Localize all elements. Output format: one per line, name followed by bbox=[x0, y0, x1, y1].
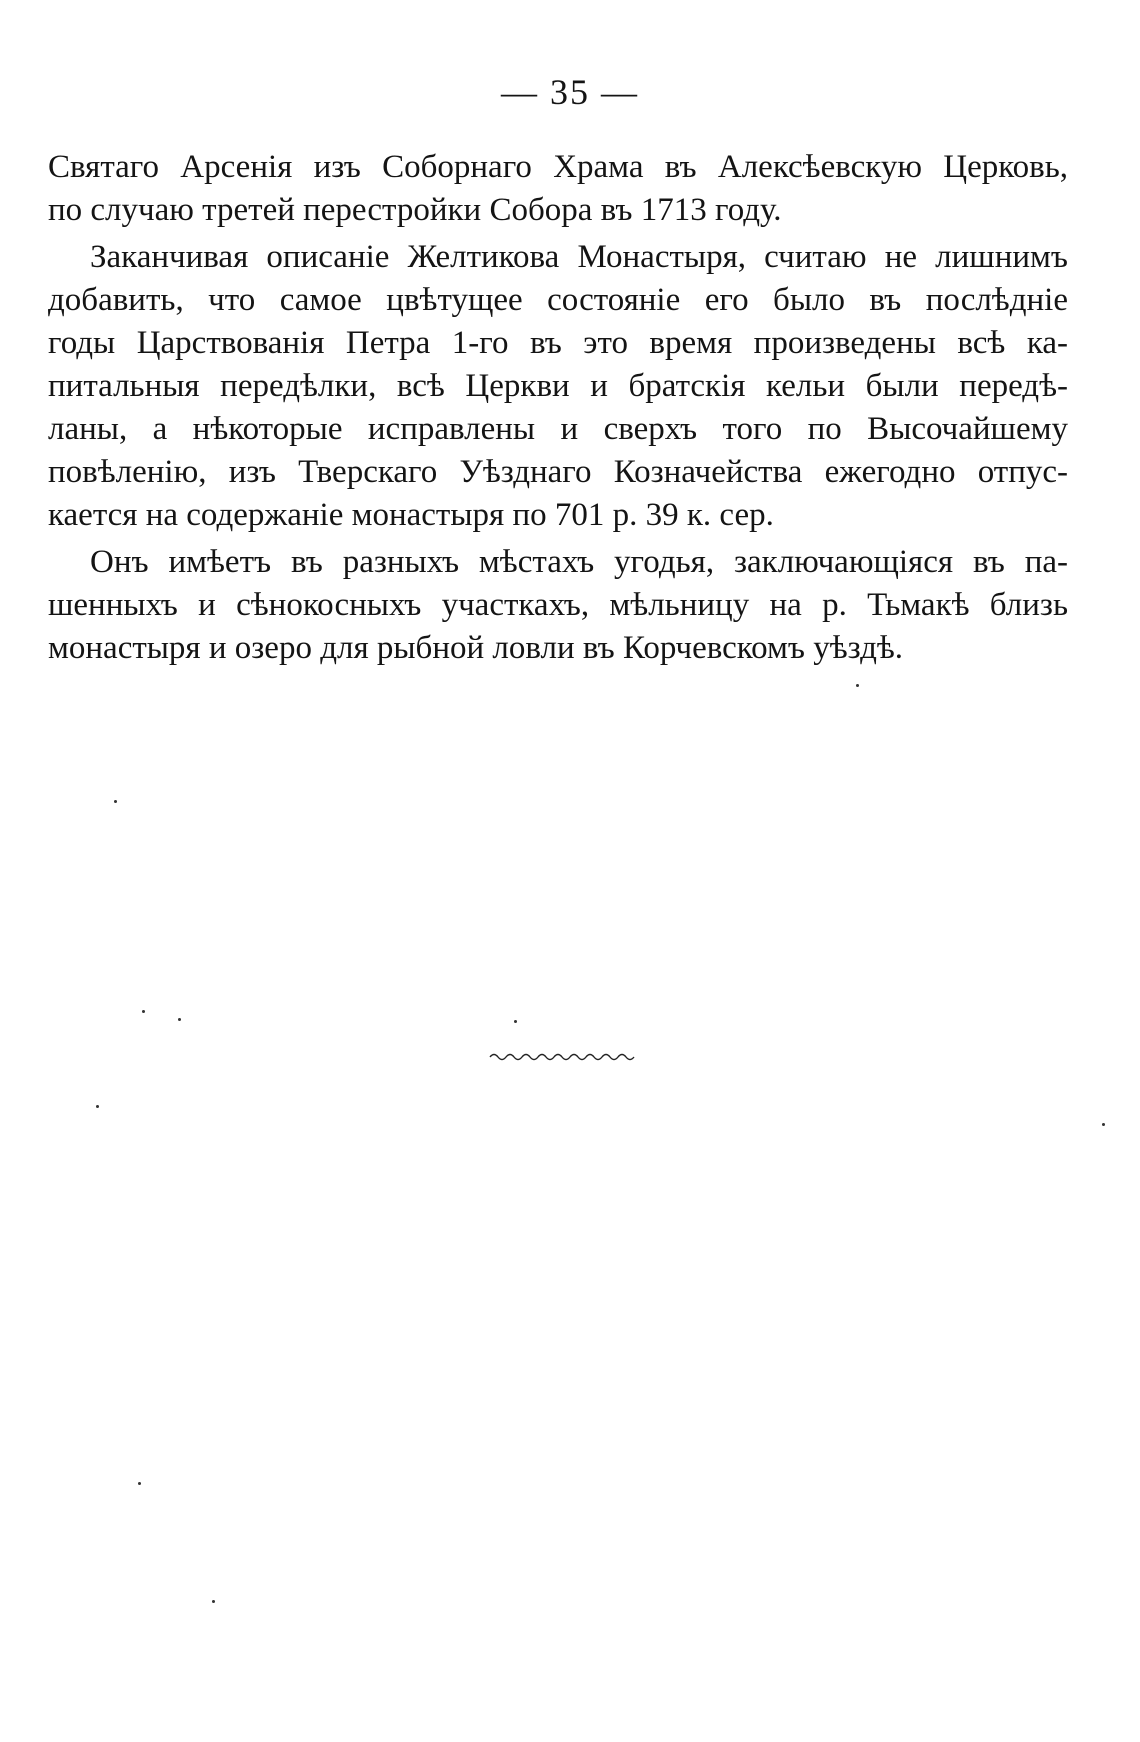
text-line: годы Царствованія Петра 1-го въ это время произведены всѣ ка- bbox=[48, 325, 1068, 361]
scan-speck bbox=[856, 684, 859, 687]
scan-speck bbox=[138, 1482, 141, 1485]
text-line: питальныя передѣлки, всѣ Церкви и братскія кельи были передѣ- bbox=[48, 368, 1068, 404]
text-line: Онъ имѣетъ въ разныхъ мѣстахъ угодья, заключающіяся въ па- bbox=[90, 544, 1068, 580]
scan-speck bbox=[1102, 1123, 1105, 1126]
text-line: добавить, что самое цвѣтущее состояніе его было въ послѣдніе bbox=[48, 282, 1068, 318]
scan-speck bbox=[514, 1020, 517, 1023]
wavy-divider-ornament bbox=[488, 1050, 636, 1064]
paragraph-1 bbox=[48, 146, 1068, 232]
text-line: шенныхъ и сѣнокосныхъ участкахъ, мѣльницу на р. Тьмакѣ близь bbox=[48, 587, 1068, 623]
text-body bbox=[48, 146, 1068, 670]
scan-speck bbox=[178, 1018, 181, 1021]
paragraph-3 bbox=[48, 541, 1068, 670]
text-line: Заканчивая описаніе Желтикова Монастыря, считаю не лишнимъ bbox=[90, 239, 1068, 275]
scan-speck bbox=[142, 1010, 145, 1013]
scan-speck bbox=[114, 800, 117, 803]
page-number: — 35 — bbox=[501, 72, 639, 112]
text-line: кается на содержаніе монастыря по 701 р. 39 к. сер. bbox=[48, 497, 774, 533]
text-line: монастыря и озеро для рыбной ловли въ Корчевскомъ уѣздѣ. bbox=[48, 630, 904, 666]
paragraph-2 bbox=[48, 236, 1068, 537]
text-line: по случаю третей перестройки Собора въ 1713 году. bbox=[48, 192, 782, 228]
text-line: ланы, а нѣкоторые исправлены и сверхъ того по Высочайшему bbox=[48, 411, 1068, 447]
scan-speck bbox=[96, 1105, 99, 1108]
text-line: повѣленію, изъ Тверскаго Уѣзднаго Козначейства ежегодно отпус- bbox=[48, 454, 1068, 490]
scan-speck bbox=[212, 1600, 215, 1603]
text-line: Святаго Арсенія изъ Соборнаго Храма въ Алексѣевскую Церковь, bbox=[48, 149, 1068, 185]
